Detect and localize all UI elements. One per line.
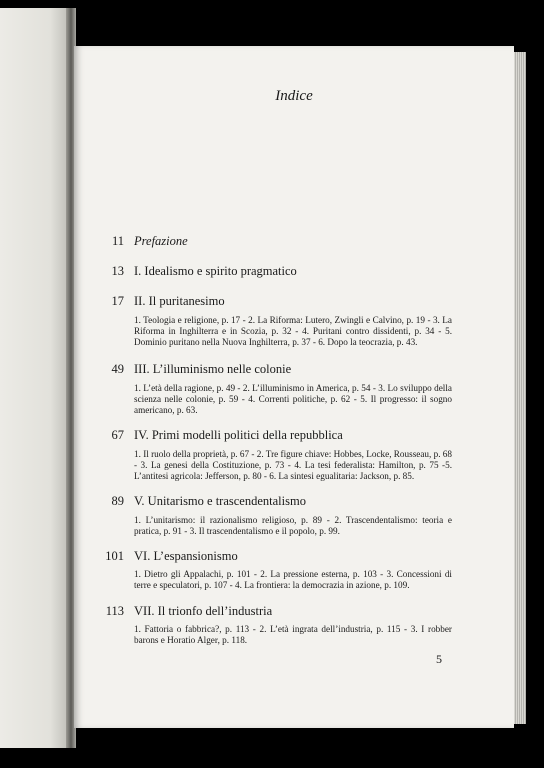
toc-page-number: 13 [111, 264, 124, 278]
toc-description: 1. Dietro gli Appalachi, p. 101 - 2. La pressione esterna, p. 103 - 3. Concessioni di terre e speculatori, p. 107 - 4. La frontiera: la democrazia in azione, p. 109. [134, 569, 452, 590]
toc-description: 1. L’età della ragione, p. 49 - 2. L’illuminismo in America, p. 54 - 3. Lo sviluppo della scienza nelle colonie, p. 59 - 4. Correnti politiche, p. 62 - 5. Il progresso: il sogno americano, p. 63. [134, 383, 452, 415]
toc-page-number: 17 [111, 294, 124, 308]
toc-page-number: 11 [111, 234, 124, 248]
toc-description: 1. Teologia e religione, p. 17 - 2. La Riforma: Lutero, Zwingli e Calvino, p. 19 - 3. La Riforma in Inghilterra e in Scozia, p. 32 - 4. Puritani contro dissidenti, p. 34 - 5. Dominio puritano nella Nuova Inghilterra, p. 37 - 6. Dopo la teocrazia, p. 43. [134, 315, 452, 347]
toc-heading: V. Unitarismo e trascendentalismo [134, 494, 306, 508]
page-edges [514, 52, 526, 724]
toc-page-number: 67 [111, 428, 124, 442]
page-title: Indice [275, 88, 313, 104]
toc-heading: VII. Il trionfo dell’industria [134, 604, 273, 618]
toc-heading: I. Idealismo e spirito pragmatico [134, 264, 297, 278]
toc-page-number: 89 [111, 494, 124, 508]
toc-page-number: 49 [111, 362, 124, 376]
toc-heading: II. Il puritanesimo [134, 294, 225, 308]
toc-heading: IV. Primi modelli politici della repubblica [134, 428, 343, 442]
toc-page-number: 101 [105, 549, 124, 563]
page-number: 5 [436, 652, 442, 666]
toc-heading: Prefazione [134, 234, 188, 248]
toc-page-number: 113 [105, 604, 124, 618]
toc-heading: VI. L’espansionismo [134, 549, 238, 563]
toc-description: 1. Fattoria o fabbrica?, p. 113 - 2. L’età ingrata dell’industria, p. 115 - 3. I robber barons e Horatio Alger, p. 118. [134, 624, 452, 645]
toc-description: 1. Il ruolo della proprietà, p. 67 - 2. Tre figure chiave: Hobbes, Locke, Rousseau, p. 68 - 3. La genesi della Costituzione, p. 73 - 4. La tesi federalista: Hamilton, p. 75 -5. L’antitesi agricola: Jefferson, p. 80 - 6. La sintesi egualitaria: Jackson, p. 85. [134, 449, 452, 481]
left-page [0, 8, 72, 748]
toc-description: 1. L’unitarismo: il razionalismo religioso, p. 89 - 2. Trascendentalismo: teoria e pratica, p. 91 - 3. Il trascendentalismo e il popolo, p. 99. [134, 515, 452, 536]
toc-heading: III. L’illuminismo nelle colonie [134, 362, 292, 376]
